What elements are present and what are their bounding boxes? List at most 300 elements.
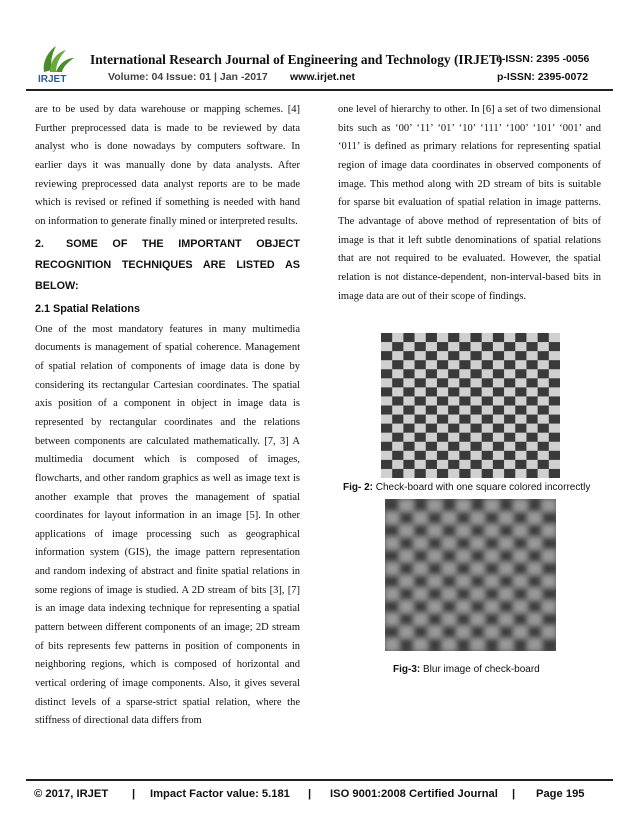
checkerboard-square (448, 469, 459, 478)
checkerboard-square (549, 333, 560, 342)
blurred-square (528, 524, 543, 537)
checkerboard-square (526, 369, 537, 378)
blurred-square (456, 524, 471, 537)
checkerboard-square (381, 451, 392, 460)
checkerboard-square (504, 351, 515, 360)
checkerboard-square (437, 378, 448, 387)
checkerboard-square (515, 360, 526, 369)
checkerboard-square (448, 378, 459, 387)
blurred-square (414, 613, 429, 626)
checkerboard-square (549, 342, 560, 351)
blurred-square (428, 638, 443, 651)
checkerboard-square (526, 460, 537, 469)
checkerboard-square (426, 387, 437, 396)
volume-issue: Volume: 04 Issue: 01 | Jan -2017 (108, 71, 268, 83)
checkerboard-square (549, 415, 560, 424)
checkerboard-square (538, 415, 549, 424)
checkerboard-square (448, 387, 459, 396)
checkerboard-square (493, 433, 504, 442)
checkerboard-square (493, 442, 504, 451)
checkerboard-square (504, 469, 515, 478)
checkerboard-square (403, 433, 414, 442)
checkerboard-square (448, 451, 459, 460)
blurred-square (385, 600, 400, 613)
checkerboard-square (493, 451, 504, 460)
blurred-square (542, 537, 556, 550)
fig3-label: Fig-3: (393, 664, 421, 675)
blurred-square (471, 600, 486, 613)
checkerboard-square (526, 406, 537, 415)
blurred-square (428, 524, 443, 537)
checkerboard-square (415, 415, 426, 424)
blurred-square (542, 588, 556, 601)
subsection-heading: 2.1 Spatial Relations (35, 302, 141, 315)
checkerboard-square (437, 342, 448, 351)
checkerboard-square (515, 460, 526, 469)
checkerboard-square (493, 333, 504, 342)
checkerboard-square (504, 396, 515, 405)
checkerboard-square (437, 442, 448, 451)
checkerboard-square (426, 442, 437, 451)
checkerboard-square (538, 469, 549, 478)
blurred-square (513, 626, 528, 639)
checkerboard-square (526, 342, 537, 351)
footer-separator: | (308, 788, 312, 800)
checkerboard-square (459, 469, 470, 478)
checkerboard-square (538, 378, 549, 387)
blurred-square (456, 588, 471, 601)
blurred-square (399, 537, 414, 550)
checkerboard-square (538, 360, 549, 369)
checkerboard-square (482, 351, 493, 360)
blurred-square (499, 600, 514, 613)
footer-separator: | (132, 788, 136, 800)
blurred-square (399, 638, 414, 651)
checkerboard-square (415, 442, 426, 451)
blurred-square (471, 550, 486, 563)
checkerboard-square (538, 460, 549, 469)
checkerboard-square (549, 396, 560, 405)
checkerboard-square (392, 360, 403, 369)
blurred-square (499, 499, 514, 512)
blurred-square (442, 512, 457, 525)
blurred-square (414, 499, 429, 512)
checkerboard-square (471, 396, 482, 405)
blurred-square (428, 562, 443, 575)
blurred-square (513, 562, 528, 575)
blurred-square (456, 537, 471, 550)
blurred-square (414, 588, 429, 601)
checkerboard-square (426, 396, 437, 405)
checkerboard-square (448, 406, 459, 415)
checkerboard-square (549, 442, 560, 451)
blurred-square (456, 512, 471, 525)
blurred-square (471, 626, 486, 639)
blurred-square (485, 613, 500, 626)
checkerboard-square (549, 424, 560, 433)
blurred-square (528, 638, 543, 651)
blurred-square (385, 537, 400, 550)
checkerboard-square (415, 342, 426, 351)
checkerboard-square (482, 451, 493, 460)
checkerboard-square (403, 451, 414, 460)
checkerboard-square (403, 342, 414, 351)
checkerboard-square (549, 378, 560, 387)
checkerboard-square (437, 451, 448, 460)
checkerboard-square (381, 442, 392, 451)
checkerboard-square (459, 424, 470, 433)
checkerboard-square (381, 424, 392, 433)
blurred-square (399, 499, 414, 512)
checkerboard-square (437, 360, 448, 369)
checkerboard-square (482, 406, 493, 415)
checkerboard-square (515, 469, 526, 478)
blurred-square (414, 638, 429, 651)
checkerboard-square (482, 424, 493, 433)
checkerboard-square (448, 396, 459, 405)
checkerboard-square (538, 342, 549, 351)
checkerboard-square (381, 469, 392, 478)
website-link[interactable]: www.irjet.net (290, 71, 355, 83)
blurred-square (471, 512, 486, 525)
blurred-square (513, 588, 528, 601)
blurred-square (399, 575, 414, 588)
blurred-square (499, 626, 514, 639)
fig3-caption (393, 664, 540, 675)
blurred-square (399, 613, 414, 626)
blurred-square (456, 550, 471, 563)
checkerboard-square (426, 451, 437, 460)
checkerboard-square (493, 469, 504, 478)
checkerboard-square (437, 333, 448, 342)
checkerboard-square (448, 442, 459, 451)
checkerboard-square (526, 378, 537, 387)
checkerboard-square (415, 360, 426, 369)
blurred-square (442, 626, 457, 639)
checkerboard-square (538, 406, 549, 415)
checkerboard-square (471, 460, 482, 469)
checkerboard-square (459, 451, 470, 460)
checkerboard-square (459, 433, 470, 442)
checkerboard-square (549, 469, 560, 478)
blurred-square (485, 550, 500, 563)
blurred-square (499, 512, 514, 525)
blurred-square (499, 524, 514, 537)
checkerboard-square (515, 351, 526, 360)
checkerboard-square (471, 387, 482, 396)
blurred-square (542, 562, 556, 575)
checkerboard-square (392, 406, 403, 415)
checkerboard-square (482, 460, 493, 469)
checkerboard-square (392, 351, 403, 360)
blurred-square (428, 550, 443, 563)
checkerboard-square (515, 415, 526, 424)
checkerboard-square (493, 387, 504, 396)
checkerboard-square (504, 415, 515, 424)
footer-impact-factor: Impact Factor value: 5.181 (150, 788, 290, 800)
checkerboard-square (493, 396, 504, 405)
blurred-square (513, 524, 528, 537)
blurred-square (528, 588, 543, 601)
blurred-square (428, 588, 443, 601)
checkerboard-square (448, 360, 459, 369)
checkerboard-square (493, 378, 504, 387)
checkerboard-square (415, 378, 426, 387)
blurred-square (513, 600, 528, 613)
checkerboard-square (504, 360, 515, 369)
checkerboard-square (415, 433, 426, 442)
checkerboard-square (549, 387, 560, 396)
blurred-square (399, 512, 414, 525)
blurred-square (471, 537, 486, 550)
blurred-square (485, 638, 500, 651)
checkerboard-square (515, 442, 526, 451)
blurred-square (542, 613, 556, 626)
blurred-square (385, 524, 400, 537)
blurred-square (499, 575, 514, 588)
checkerboard-square (426, 406, 437, 415)
footer-copyright: © 2017, IRJET (34, 788, 109, 800)
checkerboard-square (515, 378, 526, 387)
blurred-square (442, 575, 457, 588)
p-issn: p-ISSN: 2395-0072 (497, 71, 589, 83)
blurred-square (442, 562, 457, 575)
checkerboard-square (482, 369, 493, 378)
checkerboard-square (526, 396, 537, 405)
checkerboard-square (437, 433, 448, 442)
checkerboard-square (426, 424, 437, 433)
checkerboard-square (381, 406, 392, 415)
right-column (338, 101, 601, 306)
checkerboard-square (426, 360, 437, 369)
checkerboard-square (426, 469, 437, 478)
blurred-square (456, 575, 471, 588)
blurred-square (414, 600, 429, 613)
checkerboard-square (459, 442, 470, 451)
blurred-square (471, 613, 486, 626)
checkerboard-square (493, 406, 504, 415)
checkerboard-square (459, 406, 470, 415)
blurred-square (542, 575, 556, 588)
checkerboard-square (526, 360, 537, 369)
checkerboard-square (549, 451, 560, 460)
blurred-square (442, 499, 457, 512)
blurred-square (428, 512, 443, 525)
checkerboard-square (515, 342, 526, 351)
blurred-square (385, 613, 400, 626)
checkerboard-square (415, 469, 426, 478)
checkerboard-square (482, 396, 493, 405)
footer-iso: ISO 9001:2008 Certified Journal (330, 788, 498, 800)
checkerboard-square (437, 396, 448, 405)
blurred-square (471, 588, 486, 601)
blurred-square (428, 499, 443, 512)
blurred-square (442, 638, 457, 651)
blurred-square (499, 588, 514, 601)
checkerboard-square (403, 351, 414, 360)
blurred-square (414, 512, 429, 525)
checkerboard-square (471, 451, 482, 460)
left-paragraph-1: are to be used by data warehouse or mapping schemes. [4] Further preprocessed data is made to be reviewed by data analyst who is done nowadays by computers software. In earlier days it was manually done by data analysts. After reviewing preprocessed data analyst reports are to be made which is revised or refined if something is needed with hand on information to generate finally mined or interpreted results. (35, 104, 300, 227)
checkerboard-square (538, 333, 549, 342)
checkerboard-square (493, 415, 504, 424)
checkerboard-square (526, 424, 537, 433)
checkerboard-square (459, 360, 470, 369)
blurred-square (528, 537, 543, 550)
checkerboard-square (415, 369, 426, 378)
checkerboard-square (392, 442, 403, 451)
checkerboard-square (448, 460, 459, 469)
checkerboard-square (381, 433, 392, 442)
checkerboard-square (426, 433, 437, 442)
checkerboard-square (403, 396, 414, 405)
checkerboard-square (471, 442, 482, 451)
checkerboard-square (526, 469, 537, 478)
checkerboard-square (392, 396, 403, 405)
checkerboard-square (549, 351, 560, 360)
checkerboard-square (415, 424, 426, 433)
checkerboard-square (381, 387, 392, 396)
e-issn: e-ISSN: 2395 -0056 (496, 53, 590, 65)
blurred-square (385, 575, 400, 588)
left-column (35, 101, 300, 731)
checkerboard-square (392, 333, 403, 342)
checkerboard-square (381, 396, 392, 405)
checkerboard-square (515, 396, 526, 405)
blurred-square (456, 499, 471, 512)
blurred-square (542, 524, 556, 537)
checkerboard-square (459, 460, 470, 469)
checkerboard-square (549, 369, 560, 378)
checkerboard-square (415, 333, 426, 342)
checkerboard-square (381, 342, 392, 351)
checkerboard-square (403, 369, 414, 378)
checkerboard-square (437, 460, 448, 469)
logo-text: IRJET (38, 74, 67, 84)
checkerboard-square (459, 396, 470, 405)
blurred-square (471, 499, 486, 512)
checkerboard-square (415, 451, 426, 460)
checkerboard-square (504, 433, 515, 442)
irjet-logo-icon (36, 42, 76, 84)
checkerboard-square (437, 351, 448, 360)
section-title: SOME OF THE IMPORTANT OBJECT RECOGNITION TECHNIQUES ARE LISTED AS BELOW: (35, 237, 300, 292)
blurred-square (485, 575, 500, 588)
checkerboard-square (504, 333, 515, 342)
blurred-square (399, 562, 414, 575)
checkerboard-square (426, 333, 437, 342)
blurred-square (385, 512, 400, 525)
checkerboard-square (471, 424, 482, 433)
blurred-square (456, 562, 471, 575)
checkerboard-square (549, 460, 560, 469)
blurred-square (385, 626, 400, 639)
blurred-square (485, 588, 500, 601)
checkerboard-square (526, 442, 537, 451)
blurred-square (456, 638, 471, 651)
blurred-square (428, 537, 443, 550)
header-divider (26, 89, 613, 91)
blurred-square (428, 626, 443, 639)
blurred-square (528, 613, 543, 626)
checkerboard-square (459, 342, 470, 351)
checkerboard-square (482, 342, 493, 351)
checkerboard-square (482, 415, 493, 424)
checkerboard-square (403, 460, 414, 469)
checkerboard-square (415, 387, 426, 396)
checkerboard-square (448, 333, 459, 342)
checkerboard-square (381, 369, 392, 378)
blurred-square (542, 512, 556, 525)
blurred-checkerboard-figure (385, 499, 556, 651)
checkerboard-square (538, 442, 549, 451)
checkerboard-square (482, 360, 493, 369)
checkerboard-square (415, 406, 426, 415)
checkerboard-square (437, 469, 448, 478)
blurred-square (542, 499, 556, 512)
blurred-square (542, 638, 556, 651)
blurred-square (485, 512, 500, 525)
blurred-square (513, 638, 528, 651)
checkerboard-square (515, 406, 526, 415)
checkerboard-square (403, 378, 414, 387)
fig3-caption-text: Blur image of check-board (420, 664, 540, 675)
blurred-square (442, 588, 457, 601)
checkerboard-square (426, 342, 437, 351)
checkerboard-square (504, 406, 515, 415)
page-header (0, 0, 638, 100)
checkerboard-square (403, 333, 414, 342)
checkerboard-square (448, 342, 459, 351)
checkerboard-square (515, 333, 526, 342)
checkerboard-square (471, 378, 482, 387)
checkerboard-square (538, 396, 549, 405)
checkerboard-square (493, 424, 504, 433)
blurred-square (513, 550, 528, 563)
checkerboard-square (482, 433, 493, 442)
checkerboard-square (381, 351, 392, 360)
checkerboard-square (381, 415, 392, 424)
checkerboard-square (426, 460, 437, 469)
checkerboard-square (437, 369, 448, 378)
blurred-square (414, 562, 429, 575)
checkerboard-square (515, 451, 526, 460)
checkerboard-square (459, 351, 470, 360)
blurred-square (385, 638, 400, 651)
checkerboard-square (493, 460, 504, 469)
checkerboard-square (459, 387, 470, 396)
blurred-square (399, 600, 414, 613)
checkerboard-square (549, 433, 560, 442)
checkerboard-square (504, 451, 515, 460)
checkerboard-square (437, 424, 448, 433)
blurred-square (414, 626, 429, 639)
blurred-square (528, 499, 543, 512)
blurred-square (414, 575, 429, 588)
checkerboard-square (459, 415, 470, 424)
checkerboard-square (471, 342, 482, 351)
checkerboard-square (437, 387, 448, 396)
blurred-square (528, 550, 543, 563)
checkerboard-square (392, 460, 403, 469)
blurred-square (385, 588, 400, 601)
checkerboard-square (403, 415, 414, 424)
checkerboard-square (549, 360, 560, 369)
checkerboard-square (504, 387, 515, 396)
blurred-square (471, 575, 486, 588)
checkerboard-square (426, 378, 437, 387)
checkerboard-square (459, 369, 470, 378)
